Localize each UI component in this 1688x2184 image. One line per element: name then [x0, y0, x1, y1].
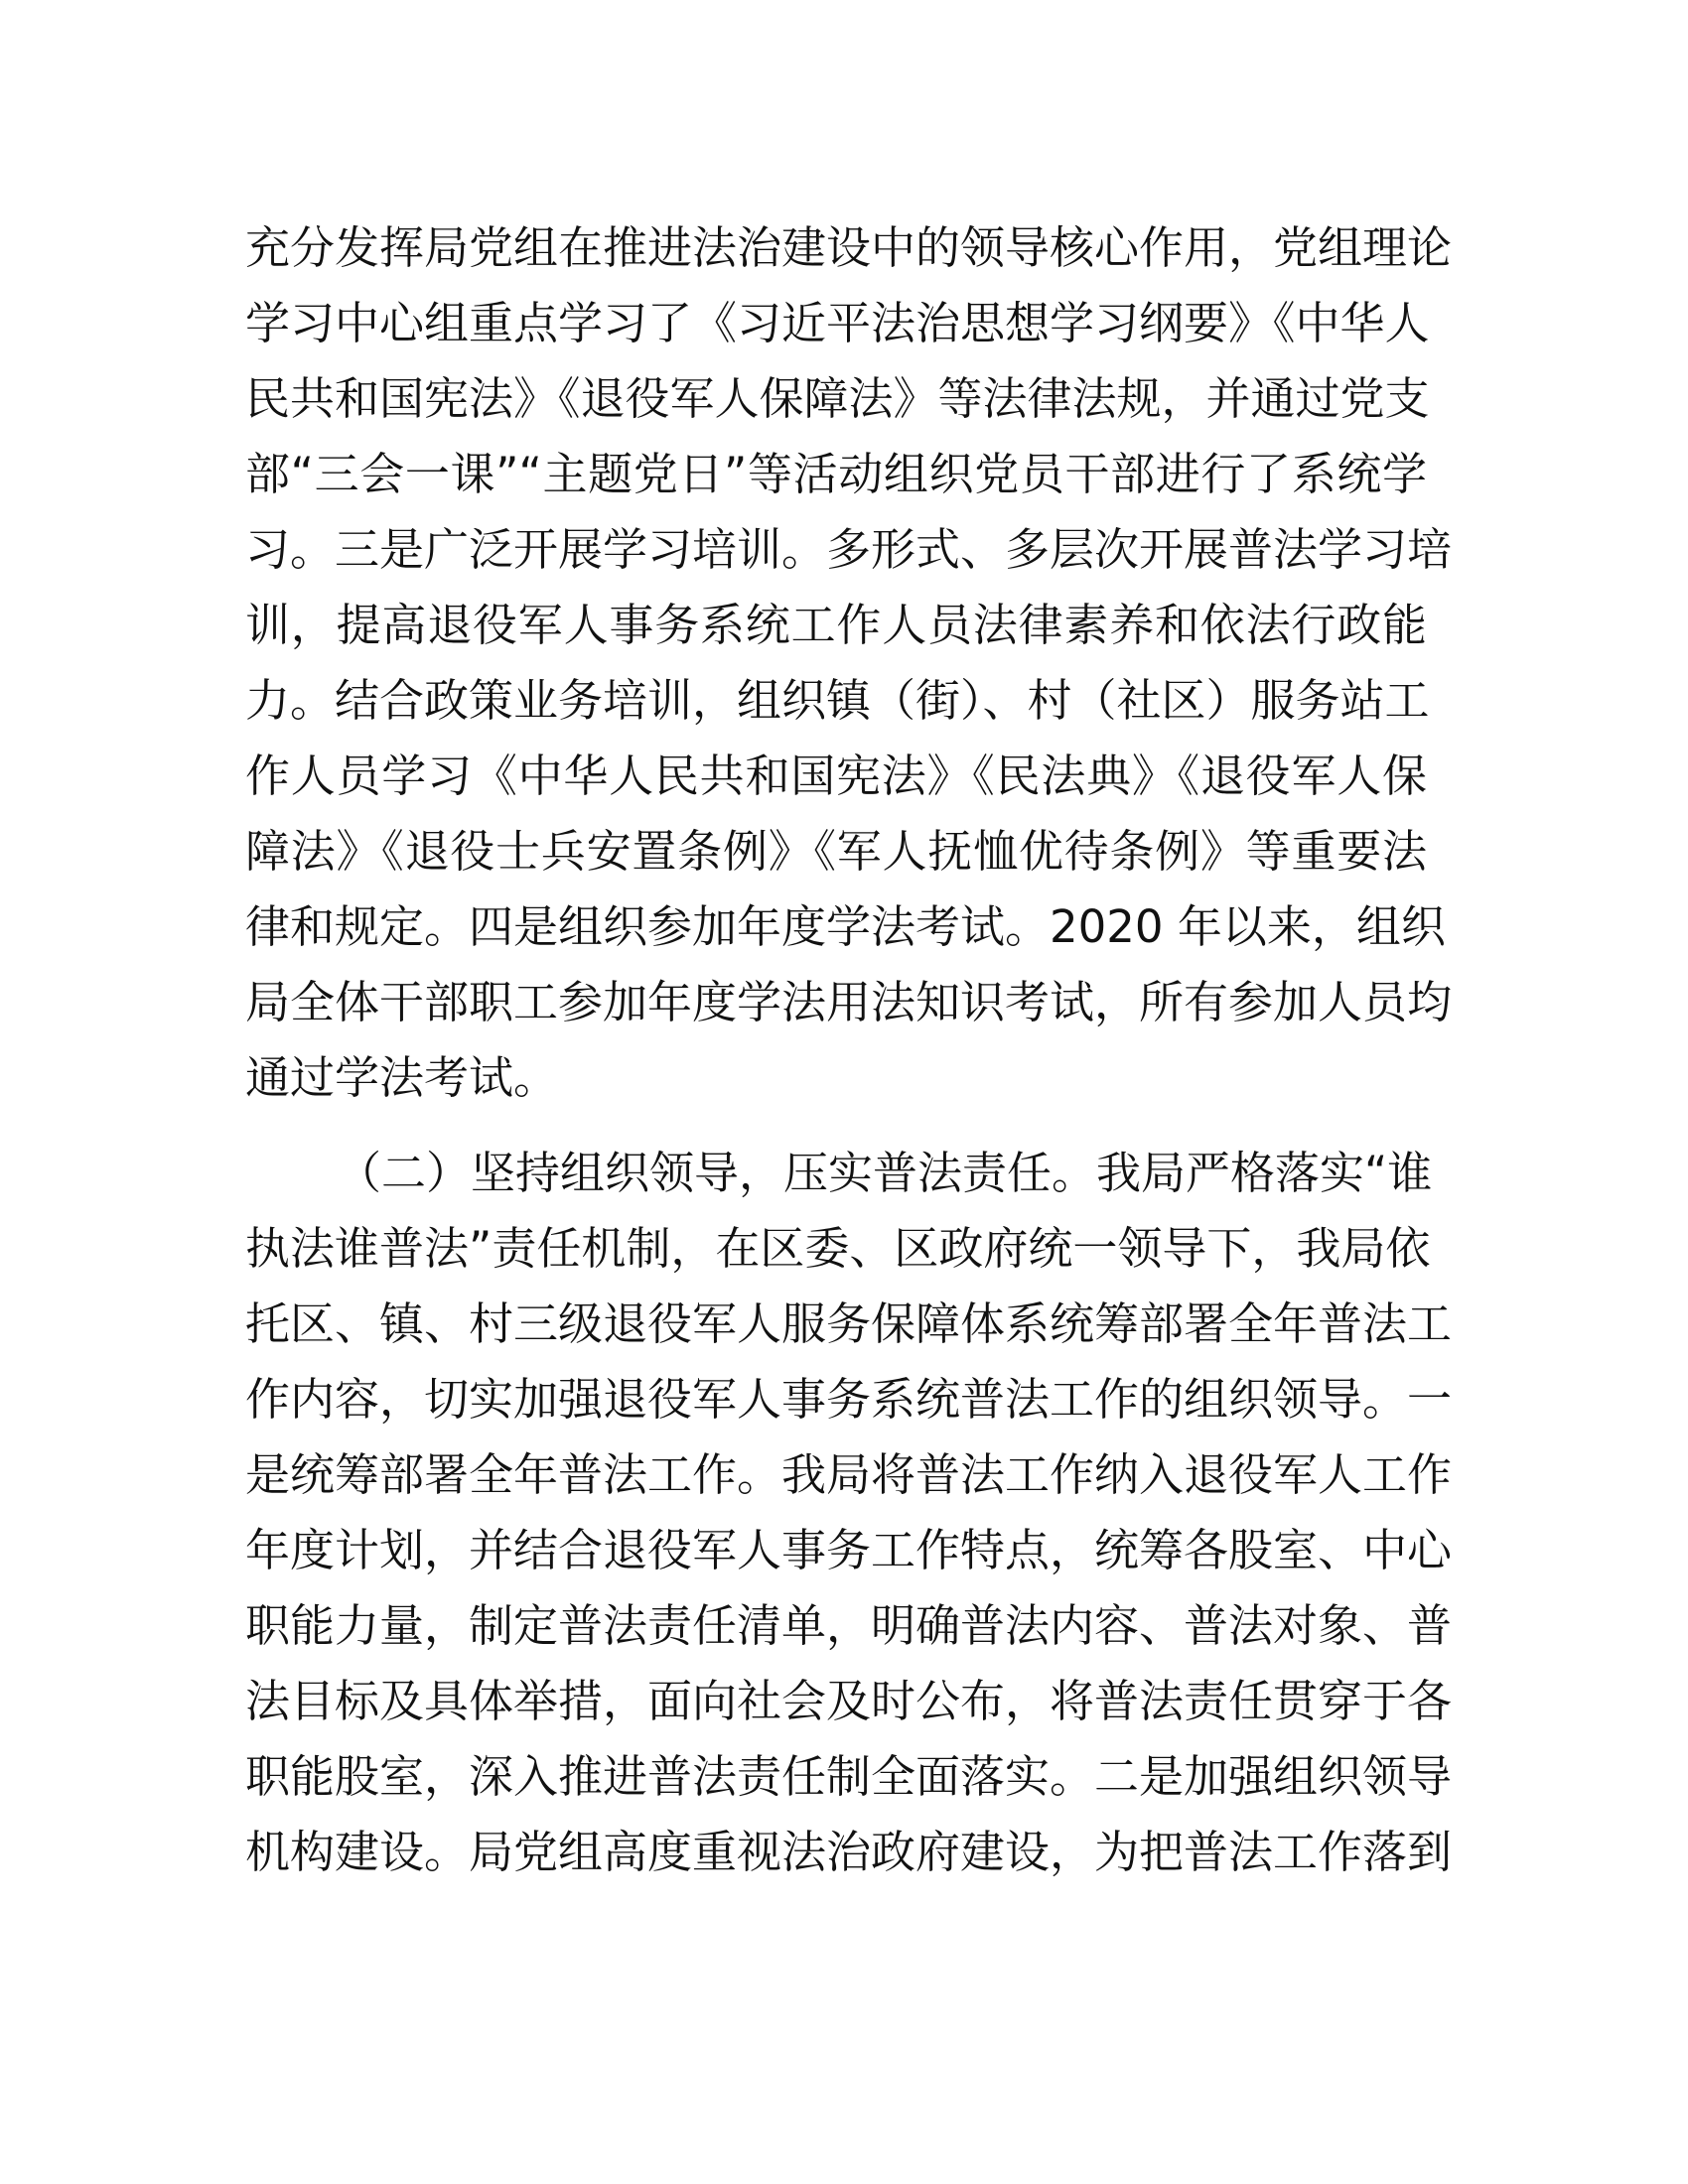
text-line: 学习中心组重点学习了《习近平法治思想学习纲要》《中华人 [245, 297, 1430, 349]
text-line: 局全体干部职工参加年度学法用法知识考试，所有参加人员均 [245, 976, 1453, 1028]
text-line: 托区、镇、村三级退役军人服务保障体系统筹部署全年普法工 [245, 1297, 1453, 1350]
text-line: 法目标及具体举措，面向社会及时公布，将普法责任贯穿于各 [245, 1675, 1453, 1727]
text-line: 障法》《退役士兵安置条例》《军人抚恤优待条例》等重要法 [245, 825, 1427, 878]
text-line: 习。三是广泛开展学习培训。多形式、多层次开展普法学习培 [245, 523, 1453, 576]
document-page [245, 210, 1453, 1910]
paragraph [245, 1136, 1453, 1890]
text-line: 职能股室，深入推进普法责任制全面落实。二是加强组织领导 [245, 1750, 1453, 1803]
text-line: 执法谁普法”责任机制，在区委、区政府统一领导下，我局依 [245, 1222, 1431, 1275]
text-line: 机构建设。局党组高度重视法治政府建设，为把普法工作落到 [245, 1826, 1453, 1878]
text-line: 年度计划，并结合退役军人事务工作特点，统筹各股室、中心 [245, 1524, 1453, 1576]
text-line: 民共和国宪法》《退役军人保障法》等法律法规，并通过党支 [245, 372, 1430, 425]
text-line: 职能力量，制定普法责任清单，明确普法内容、普法对象、普 [245, 1599, 1453, 1652]
text-line: 充分发挥局党组在推进法治建设中的领导核心作用，党组理论 [245, 221, 1453, 274]
text-line: 是统筹部署全年普法工作。我局将普法工作纳入退役军人工作 [245, 1448, 1453, 1501]
paragraph [245, 210, 1453, 1116]
text-line: 作内容，切实加强退役军人事务系统普法工作的组织领导。一 [245, 1373, 1453, 1426]
text-line: 作人员学习《中华人民共和国宪法》《民法典》《退役军人保 [245, 750, 1427, 802]
text-line: 部“三会一课”“主题党日”等活动组织党员干部进行了系统学 [245, 448, 1427, 500]
text-line: 训，提高退役军人事务系统工作人员法律素养和依法行政能 [245, 599, 1427, 651]
text-line: 力。结合政策业务培训，组织镇（街）、村（社区）服务站工 [245, 674, 1430, 727]
text-line: （二）坚持组织领导，压实普法责任。我局严格落实“谁 [337, 1147, 1433, 1199]
text-line: 通过学法考试。 [245, 1051, 559, 1104]
text-line: 律和规定。四是组织参加年度学法考试。2020 年以来，组织 [245, 900, 1446, 953]
